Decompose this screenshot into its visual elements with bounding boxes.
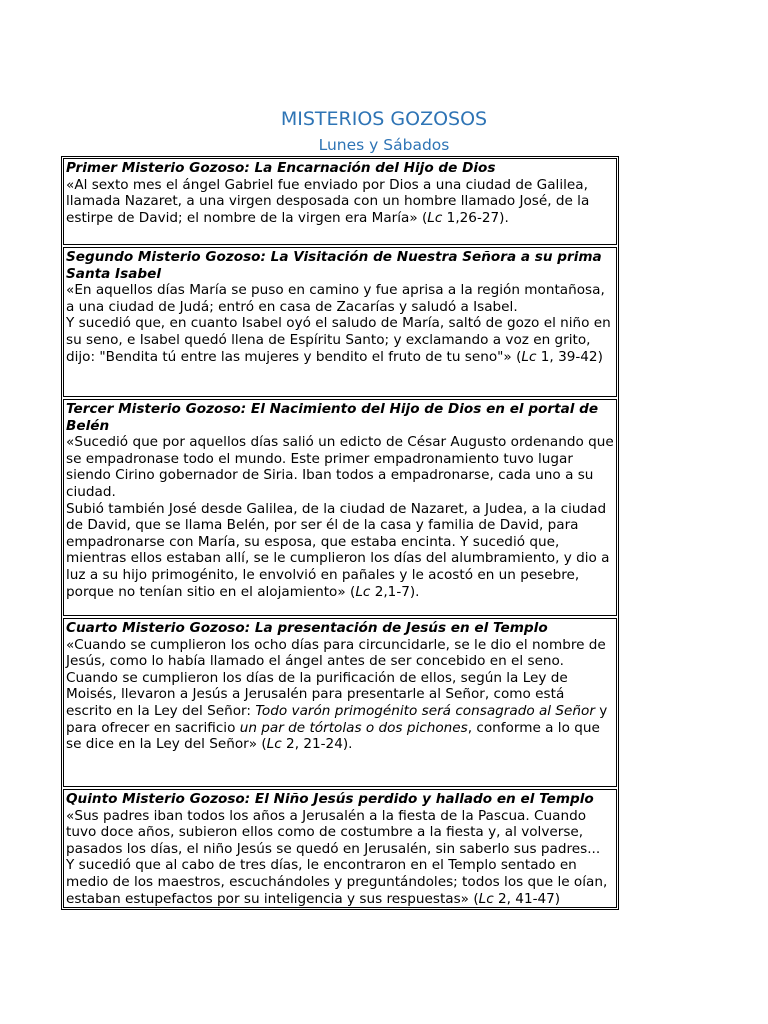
mystery-paragraph bbox=[66, 282, 614, 315]
page-title: MISTERIOS GOZOSOS bbox=[280, 108, 488, 130]
italic-text: Lc bbox=[478, 890, 494, 907]
text-run: 1,26-27). bbox=[442, 209, 509, 226]
mystery-title: Tercer Misterio Gozoso: El Nacimiento del Hijo de Dios en el portal de Belén bbox=[66, 401, 599, 434]
mystery-row-4 bbox=[62, 617, 618, 788]
italic-text: Lc bbox=[266, 736, 282, 753]
text-run: 1, 39-42) bbox=[536, 348, 603, 365]
mystery-row-1 bbox=[62, 157, 618, 246]
italic-text: Todo varón primogénito será consagrado al Señor bbox=[255, 702, 595, 719]
mystery-row-3 bbox=[62, 398, 618, 617]
mystery-title: Segundo Misterio Gozoso: La Visitación de Nuestra Señora a su prima Santa Isabel bbox=[66, 249, 602, 282]
mystery-text bbox=[66, 434, 614, 600]
mystery-paragraph bbox=[66, 501, 614, 601]
mysteries-table-body bbox=[62, 157, 618, 909]
mystery-cell-content bbox=[63, 399, 617, 616]
text-run: Subió también José desde Galilea, de la ciudad de Nazaret, a Judea, a la ciudad de David, que se llama Belén, por ser él de la casa y familia de David, para empadronarse con María, su esposa, que estaba encinta. Y sucedió que, mientras ellos estaban allí, se le cumplieron los días del alumbramiento, y dio a luz a su hijo primogénito, le envolvió en pañales y le acostó en un pesebre, porque no tenían sitio en el alojamiento» ( bbox=[66, 500, 610, 600]
mysteries-table bbox=[61, 156, 619, 910]
mystery-row-2 bbox=[62, 246, 618, 398]
italic-text: Lc bbox=[355, 583, 371, 600]
mystery-paragraph bbox=[66, 637, 614, 753]
mystery-cell bbox=[62, 246, 618, 398]
mystery-cell-content bbox=[63, 247, 617, 397]
mystery-title: Cuarto Misterio Gozoso: La presentación de Jesús en el Templo bbox=[66, 620, 548, 636]
mystery-cell bbox=[62, 157, 618, 246]
mystery-text bbox=[66, 637, 614, 753]
mystery-text bbox=[66, 282, 614, 365]
text-run: «Sucedió que por aquellos días salió un edicto de César Augusto ordenando que se empadronase todo el mundo. Este primer empadronamiento tuvo lugar siendo Cirino gobernador de Siria. Iban todos a empadronarse, cada uno a su ciudad. bbox=[66, 434, 614, 500]
mystery-text bbox=[66, 808, 614, 908]
mystery-title: Quinto Misterio Gozoso: El Niño Jesús perdido y hallado en el Templo bbox=[66, 791, 594, 807]
mystery-paragraph bbox=[66, 177, 614, 227]
italic-text: Lc bbox=[427, 209, 443, 226]
text-run: Y sucedió que, en cuanto Isabel oyó el saludo de María, saltó de gozo el niño en su seno, e Isabel quedó llena de Espíritu Santo; y exclamando a voz en grito, dijo: "Bendita tú entre las mujeres y bendito el fruto de tu seno"» ( bbox=[66, 315, 611, 365]
italic-text: un par de tórtolas o dos pichones bbox=[239, 719, 468, 736]
mystery-cell-content bbox=[63, 789, 617, 908]
text-run: «Al sexto mes el ángel Gabriel fue enviado por Dios a una ciudad de Galilea, llamada Nazaret, a una virgen desposada con un hombre llamado José, de la estirpe de David; el nombre de la virgen era María» ( bbox=[66, 176, 590, 226]
mystery-paragraph bbox=[66, 808, 614, 858]
mystery-cell bbox=[62, 788, 618, 909]
text-run: «Cuando se cumplieron los ocho días para circuncidarle, se le dio el nombre de Jesús, como lo había llamado el ángel antes de ser concebido en el seno. Cuando se cumplieron los días de la purificación de ellos, según la Ley de Moisés, llevaron a Jesús a Jerusalén para presentarle al Señor, como está escrito en la Ley del Señor: bbox=[66, 636, 606, 719]
mystery-cell-content bbox=[63, 158, 617, 245]
mystery-title: Primer Misterio Gozoso: La Encarnación del Hijo de Dios bbox=[66, 160, 496, 176]
page-subtitle: Lunes y Sábados bbox=[318, 136, 450, 154]
text-run: 2, 41-47) bbox=[493, 890, 561, 907]
mystery-cell-content bbox=[63, 618, 617, 787]
mystery-paragraph bbox=[66, 315, 614, 365]
italic-text: Lc bbox=[521, 348, 537, 365]
text-run: 2,1-7). bbox=[370, 583, 420, 600]
text-run: «Sus padres iban todos los años a Jerusalén a la fiesta de la Pascua. Cuando tuvo doce años, subieron ellos como de costumbre a la fiesta y, al volverse, pasados los días, el niño Jesús se quedó en Jerusalén, sin saberlo sus padres... bbox=[66, 807, 601, 857]
mystery-paragraph bbox=[66, 857, 614, 907]
mystery-text bbox=[66, 177, 614, 227]
text-run: «En aquellos días María se puso en camino y fue aprisa a la región montañosa, a una ciudad de Judá; entró en casa de Zacarías y saludó a Isabel. bbox=[66, 282, 605, 315]
mystery-row-5 bbox=[62, 788, 618, 909]
text-run: Y sucedió que al cabo de tres días, le encontraron en el Templo sentado en medio de los maestros, escuchándoles y preguntándoles; todos los que le oían, estaban estupefactos por su inteligencia y sus respuestas» ( bbox=[66, 857, 608, 907]
mystery-paragraph bbox=[66, 434, 614, 500]
text-run: , conforme a lo que se dice en la Ley del Señor» ( bbox=[66, 719, 600, 753]
mystery-cell bbox=[62, 617, 618, 788]
mystery-cell bbox=[62, 398, 618, 617]
text-run: y para ofrecer en sacrificio bbox=[66, 702, 608, 736]
text-run: 2, 21-24). bbox=[281, 736, 353, 753]
